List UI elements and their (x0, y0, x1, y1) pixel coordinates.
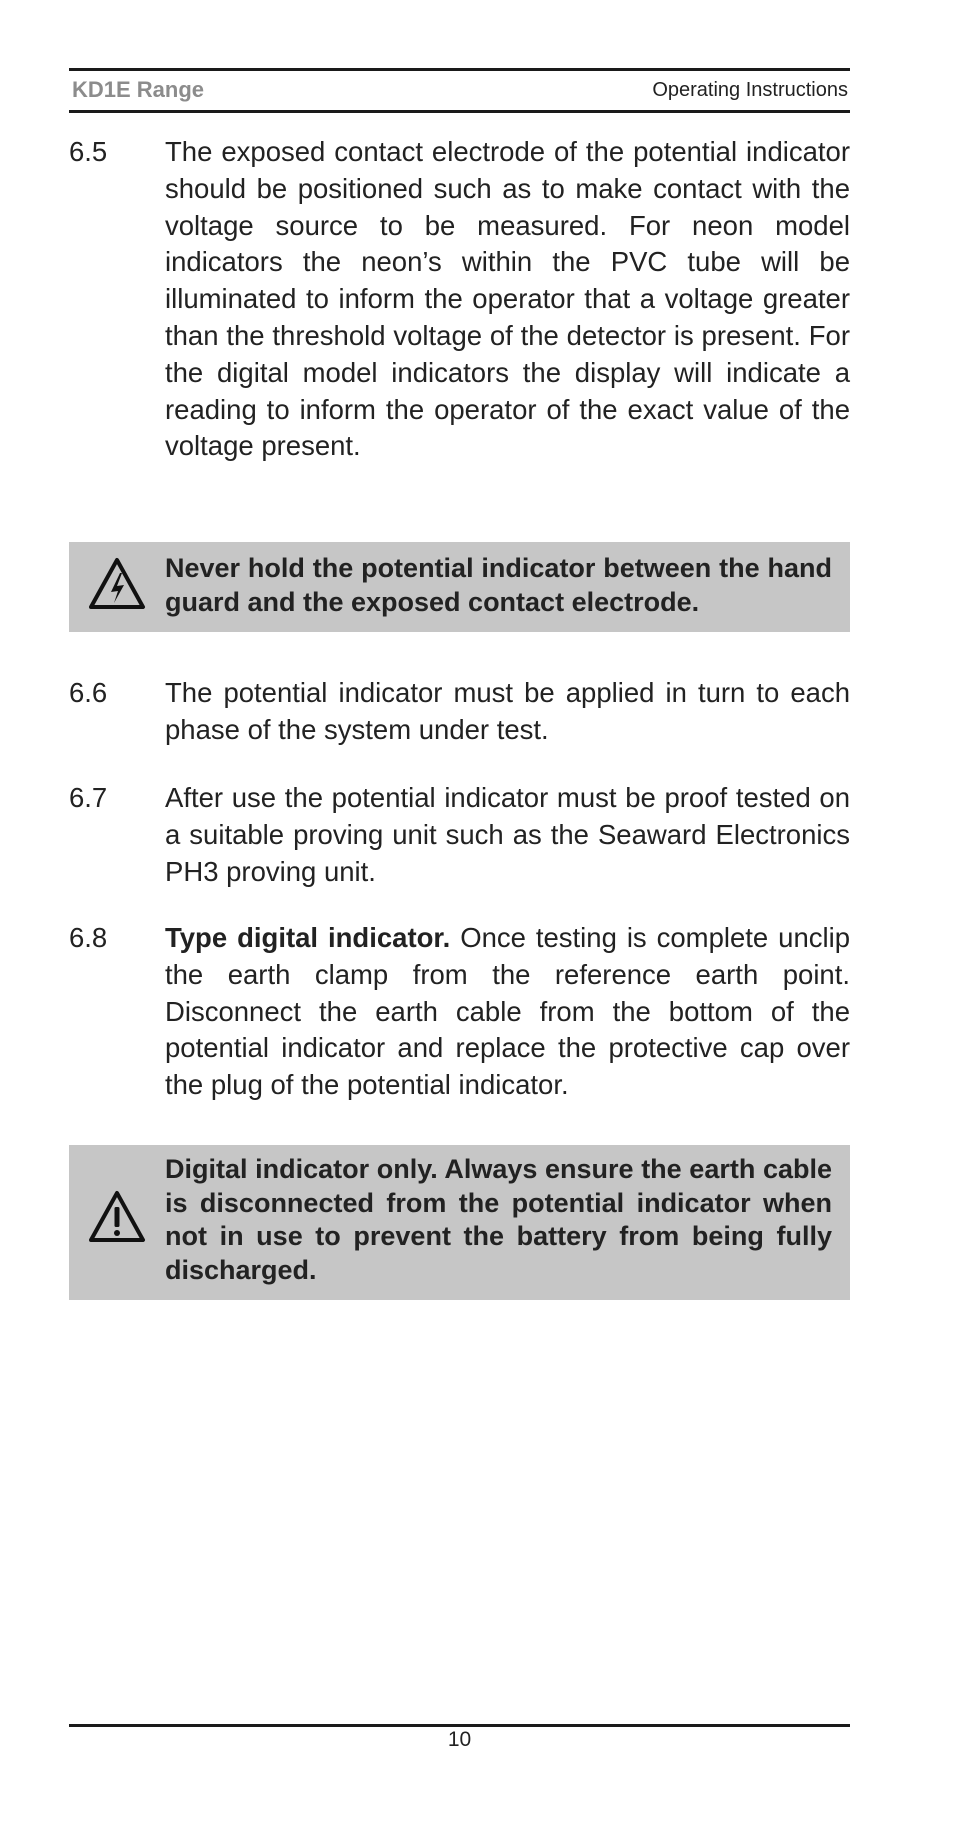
warning-text: Never hold the potential indicator between the hand guard and the exposed contact electrode. (165, 553, 832, 617)
clause-text: The exposed contact electrode of the potential indicator should be positioned such as to make contact with the voltage source to be measured. For neon model indicators the neon’s within the PVC tube will be illuminated to inform the operator that a voltage greater than the threshold voltage of the detector is present. For the digital model indicators the display will indicate a reading to inform the operator of the exact value of the voltage present. (165, 136, 850, 462)
clause-body: Once testing is complete unclip the earth clamp from the reference earth point. Disconnect the earth cable from the bottom of the potential indicator and replace the protective cap over the plug of the potential indicator. (165, 922, 851, 1101)
clause-number: 6.7 (69, 782, 108, 813)
warning-text: Digital indicator only. Always ensure the earth cable is disconnected from the potential indicator when not in use to prevent the battery from being fully discharged. (165, 1154, 832, 1285)
manual-page (69, 0, 850, 1822)
product-range-title: KD1E Range (72, 77, 205, 102)
header-bottom-rule (69, 110, 850, 113)
caution-exclamation-icon (87, 1189, 147, 1250)
clause-number: 6.8 (69, 922, 108, 953)
document-type-label: Operating Instructions (652, 78, 848, 101)
clause-text: After use the potential indicator must be proof tested on a suitable proving unit such as the Seaward Electronics PH3 proving unit. (165, 782, 850, 887)
high-voltage-warning-icon (87, 556, 147, 617)
page-header (69, 70, 850, 110)
clause-number: 6.6 (69, 677, 108, 708)
clause-number: 6.5 (69, 136, 108, 167)
page-number: 10 (447, 1728, 472, 1751)
clause-lead-in: Type digital indicator. (165, 922, 451, 953)
warning-box-earth-cable (69, 1145, 850, 1300)
clause-text: The potential indicator must be applied in turn to each phase of the system under test. (165, 677, 850, 745)
warning-box-hand-guard (69, 542, 850, 632)
footer-rule (69, 1724, 850, 1727)
clause-text (165, 920, 850, 1104)
